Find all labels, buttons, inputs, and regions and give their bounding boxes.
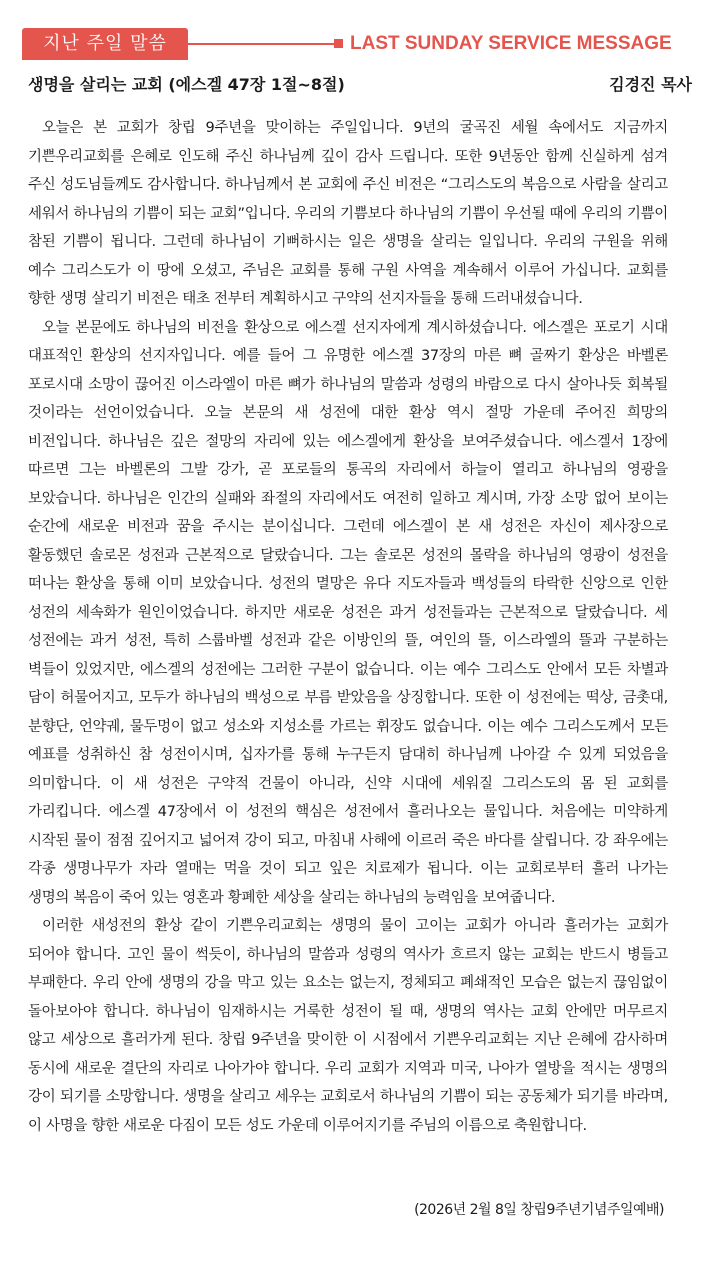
sermon-title-row <box>28 70 692 100</box>
header-rule <box>188 43 336 45</box>
section-badge: 지난 주일 말씀 <box>22 28 188 60</box>
section-title-english: LAST SUNDAY SERVICE MESSAGE <box>350 33 672 54</box>
preacher-name: 김경진 목사 <box>609 75 692 94</box>
service-date-note: (2026년 2월 8일 창립9주년기념주일예배) <box>414 1202 664 1218</box>
sermon-paragraph-3: 이러한 새성전의 환상 같이 기쁜우리교회는 생명의 물이 고이는 교회가 아니라 흘러가는 교회가 되어야 합니다. 고인 물이 썩듯이, 하나님의 말씀과 성령의 역사가 흐르지 않는 교회는 반드시 병들고 부패한다. 우리 안에 생명의 강을 막고 있는 요소는 없는지, 정체되고 폐쇄적인 모습은 없는지 끊임없이 돌아보아야 합니다. 하나님이 임재하시는 거룩한 성전이 될 때, 생명의 역사는 교회 안에만 머무르지 않고 세상으로 흘러가게 된다. 창립 9주년을 맞이한 이 시점에서 기쁜우리교회는 지난 은혜에 감사하며 동시에 새로운 결단의 자리로 나아가야 합니다. 우리 교회가 지역과 미국, 나아가 열방을 적시는 생명의 강이 되기를 소망합니다. 생명을 살리고 세우는 교회로서 하나님의 기쁨이 되는 공동체가 되기를 바라며, 이 사명을 향한 새로운 다짐이 모든 성도 가운데 이루어지기를 주님의 이름으로 축원합니다. <box>28 918 668 1134</box>
section-header <box>22 28 702 62</box>
sermon-paragraph-2: 오늘 본문에도 하나님의 비전을 환상으로 에스겔 선지자에게 계시하셨습니다. 에스겔은 포로기 시대 대표적인 환상의 선지자입니다. 예를 들어 그 유명한 에스겔 37장의 마른 뼈 골짜기 환상은 바벨론 포로시대 소망이 끊어진 이스라엘이 마른 뼈가 하나님의 말씀과 성령의 바람으로 다시 살아나듯 회복될 것이라는 선언이었습니다. 오늘 본문의 새 성전에 대한 환상 역시 절망 가운데 주어진 희망의 비전입니다. 하나님은 깊은 절망의 자리에 있는 에스겔에게 환상을 보여주셨습니다. 에스겔서 1장에 따르면 그는 바벨론의 그발 강가, 곧 포로들의 통곡의 자리에서 하늘이 열리고 하나님의 영광을 보았습니다. 하나님은 인간의 실패와 좌절의 자리에서도 여전히 일하고 계시며, 가장 소망 없어 보이는 순간에 새로운 비전과 꿈을 주시는 분이십니다. 그런데 에스겔이 본 새 성전은 자신이 제사장으로 활동했던 솔로몬 성전과 근본적으로 달랐습니다. 그는 솔로몬 성전의 몰락을 하나님의 영광이 성전을 떠나는 환상을 통해 이미 보았습니다. 성전의 멸망은 유다 지도자들과 백성들의 타락한 신앙으로 인한 성전의 세속화가 원인이었습니다. 하지만 새로운 성전은 과거 성전들과는 근본적으로 달랐습니다. 세 성전에는 과거 성전, 특히 스룹바벨 성전과 같은 이방인의 뜰, 여인의 뜰, 이스라엘의 뜰과 구분하는 벽들이 있었지만, 에스겔의 성전에는 그러한 구분이 없습니다. 이는 예수 그리스도 안에서 모든 차별과 담이 허물어지고, 모두가 하나님의 백성으로 부름 받았음을 상징합니다. 또한 이 성전에는 떡상, 금촛대, 분향단, 언약궤, 물두멍이 없고 성소와 지성소를 가르는 휘장도 없습니다. 이는 예수 그리스도께서 모든 예표를 성취하신 참 성전이시며, 십자가를 통해 누구든지 담대히 하나님께 나아갈 수 있게 되었음을 의미합니다. 이 새 성전은 구약적 건물이 아니라, 신약 시대에 세워질 그리스도의 몸 된 교회를 가리킵니다. 에스겔 47장에서 이 성전의 핵심은 성전에서 흘러나오는 물입니다. 처음에는 미약하게 시작된 물이 점점 깊어지고 넓어져 강이 되고, 마침내 사해에 이르러 죽은 바다를 살립니다. 강 좌우에는 각종 생명나무가 자라 열매는 먹을 것이 되고 잎은 치료제가 됩니다. 이는 교회로부터 흘러 나가는 생명의 복음이 죽어 있는 영혼과 황폐한 세상을 살리는 하나님의 능력임을 보여줍니다. <box>28 319 668 906</box>
sermon-title: 생명을 살리는 교회 (에스겔 47장 1절~8절) <box>28 75 345 94</box>
sermon-body <box>28 114 668 1140</box>
header-rule-square <box>334 39 343 48</box>
sermon-paragraph-1: 오늘은 본 교회가 창립 9주년을 맞이하는 주일입니다. 9년의 굴곡진 세월 속에서도 지금까지 기쁜우리교회를 은혜로 인도해 주신 하나님께 깊이 감사 드립니다. 또한 9년동안 함께 신실하게 섬겨 주신 성도님들께도 감사합니다. 하나님께서 본 교회에 주신 비전은 “그리스도의 복음으로 사람을 살리고 세워서 하나님의 기쁨이 되는 교회”입니다. 우리의 기쁨보다 하나님의 기쁨이 우선될 때에 우리의 기쁨이 참된 기쁨이 됩니다. 그런데 하나님이 기뻐하시는 일은 생명을 살리는 일입니다. 우리의 구원을 위해 예수 그리스도가 이 땅에 오셨고, 주님은 교회를 통해 구원 사역을 계속해서 이루어 가십니다. 교회를 향한 생명 살리기 비전은 태초 전부터 계획하시고 구약의 선지자들을 통해 드러내셨습니다. <box>28 120 668 307</box>
